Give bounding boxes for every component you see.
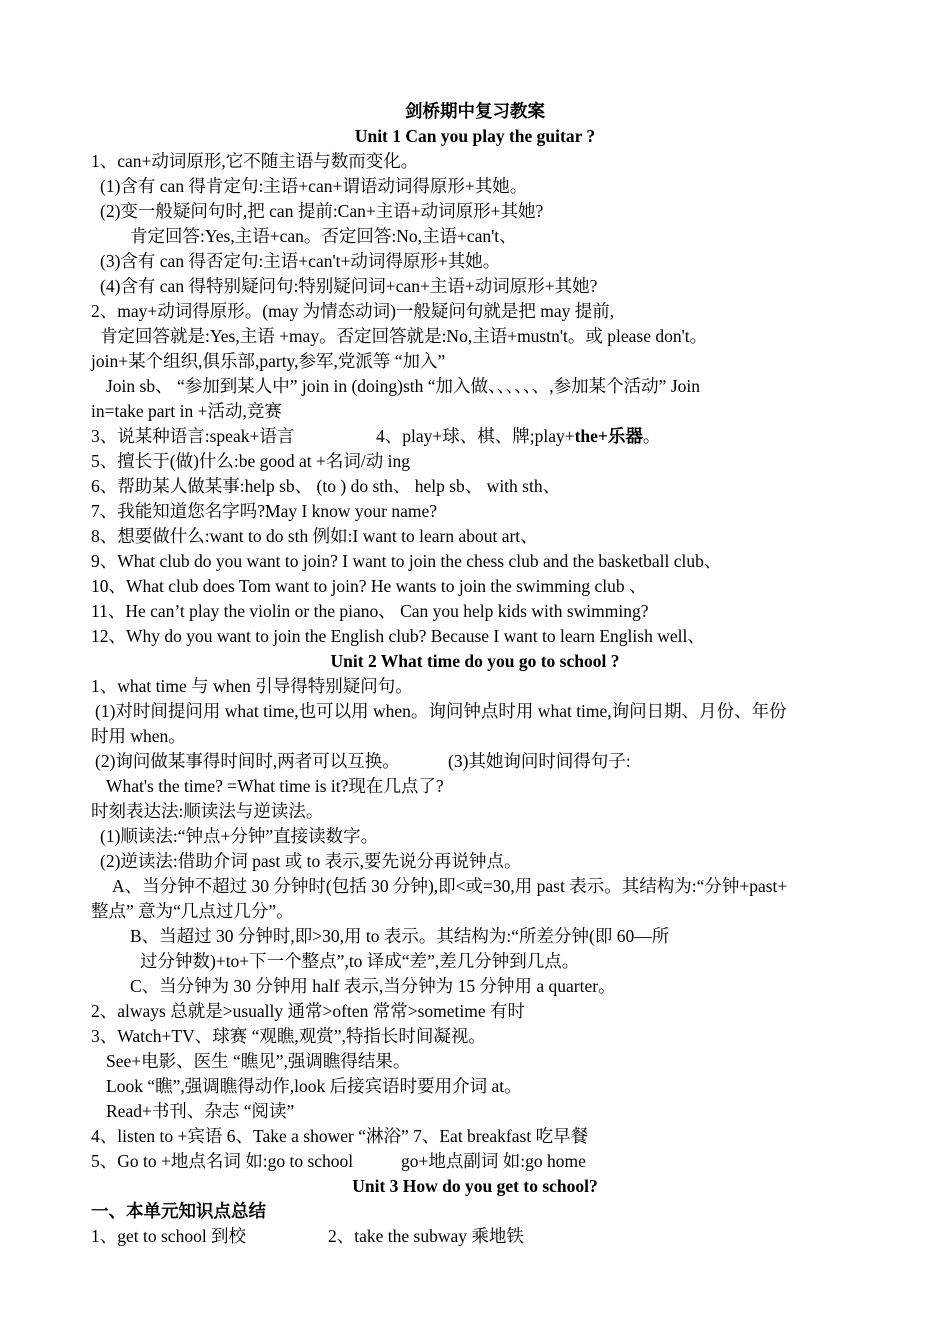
u1-line-10b: in=take part in +活动,竞赛 [91,401,282,421]
u2-line-3b: (3)其她询问时间得句子: [448,751,631,771]
u1-line-5: (3)含有 can 得否定句:主语+can't+动词得原形+其她。 [100,251,501,271]
u1-line-11b [376,424,660,449]
u1-line-15: 8、想要做什么:want to do sth 例如:I want to learn about art、 [91,526,538,546]
u1-line-11b-text: 4、play+球、棋、牌;play+ [376,426,575,446]
u1-line-11a: 3、说某种语言:speak+语言 [91,426,295,446]
u2-line-3a: (2)询问做某事得时间时,两者可以互换。 [95,751,400,771]
u2-line-11: C、当分钟为 30 分钟用 half 表示,当分钟为 15 分钟用 a quarter。 [130,976,616,996]
u1-line-16: 9、What club do you want to join? I want to join the chess club and the basketball club、 [91,551,722,571]
unit3-title: Unit 3 How do you get to school? [352,1176,598,1196]
u1-line-11d: 。 [642,426,661,446]
u1-line-9: join+某个组织,俱乐部,party,参军,党派等 “加入” [91,351,446,371]
u2-line-6: (1)顺读法:“钟点+分钟”直接读数字。 [100,826,379,846]
u2-line-15: Look “瞧”,强调瞧得动作,look 后接宾语时要用介词 at。 [106,1076,522,1096]
u1-line-3: (2)变一般疑问句时,把 can 提前:Can+主语+动词原形+其她? [100,201,544,221]
unit1-title: Unit 1 Can you play the guitar ? [354,126,596,146]
u1-line-10a: Join sb、 “参加到某人中” join in (doing)sth “加入做、、、、、、,参加某个活动” Join [106,376,700,396]
u3-section-heading: 一、本单元知识点总结 [91,1201,266,1221]
u2-line-4: What's the time? =What time is it?现在几点了? [106,776,444,796]
u1-line-6: (4)含有 can 得特别疑问句:特别疑问词+can+主语+动词原形+其她? [100,276,598,296]
u3-line-1b: 2、take the subway 乘地铁 [328,1226,524,1246]
u1-line-12: 5、擅长于(做)什么:be good at +名词/动 ing [91,451,411,471]
u2-line-12: 2、always 总就是>usually 通常>often 常常>sometime 有时 [91,1001,526,1021]
u1-line-2: (1)含有 can 得肯定句:主语+can+谓语动词得原形+其她。 [100,176,528,196]
u1-line-17: 10、What club does Tom want to join? He wants to join the swimming club 、 [91,576,647,596]
u2-line-18a: 5、Go to +地点名词 如:go to school [91,1151,354,1171]
u3-line-1a: 1、get to school 到校 [91,1226,247,1246]
u1-line-13: 6、帮助某人做某事:help sb、 (to ) do sth、 help sb、 with sth、 [91,476,561,496]
u1-line-14: 7、我能知道您名字吗?May I know your name? [91,501,438,521]
u1-line-7: 2、may+动词得原形。(may 为情态动词)一般疑问句就是把 may 提前, [91,301,615,321]
u2-line-5: 时刻表达法:顺读法与逆读法。 [91,801,324,821]
u1-line-18: 11、He can’t play the violin or the piano、 Can you help kids with swimming? [91,601,649,621]
u2-line-16: Read+书刊、杂志 “阅读” [106,1101,295,1121]
u1-line-8: 肯定回答就是:Yes,主语 +may。否定回答就是:No,主语+mustn't。或 please don't。 [100,326,708,346]
u2-line-8b: 整点” 意为“几点过几分”。 [91,901,294,921]
u2-line-2a: (1)对时间提问用 what time,也可以用 when。询问钟点时用 what time,询问日期、月份、年份 [95,701,787,721]
doc-title: 剑桥期中复习教案 [405,101,545,121]
u1-line-1: 1、can+动词原形,它不随主语与数而变化。 [91,151,419,171]
u2-line-10: 过分钟数)+to+下一个整点”,to 译成“差”,差几分钟到几点。 [140,951,580,971]
u2-line-1: 1、what time 与 when 引导得特别疑问句。 [91,676,413,696]
u2-line-17: 4、listen to +宾语 6、Take a shower “淋浴” 7、Eat breakfast 吃早餐 [91,1126,589,1146]
u2-line-2b: 时用 when。 [91,726,186,746]
u1-line-4: 肯定回答:Yes,主语+can。否定回答:No,主语+can't、 [130,226,517,246]
u2-line-14: See+电影、医生 “瞧见”,强调瞧得结果。 [106,1051,411,1071]
u2-line-8a: A、当分钟不超过 30 分钟时(包括 30 分钟),即<或=30,用 past 表示。其结构为:“分钟+past+ [112,876,788,896]
u2-line-13: 3、Watch+TV、球赛 “观瞧,观赏”,特指长时间凝视。 [91,1026,486,1046]
u1-line-19: 12、Why do you want to join the English club? Because I want to learn English well、 [91,626,705,646]
unit2-title: Unit 2 What time do you go to school ? [330,651,620,671]
u2-line-18b: go+地点副词 如:go home [401,1151,586,1171]
u2-line-9: B、当超过 30 分钟时,即>30,用 to 表示。其结构为:“所差分钟(即 60—所 [130,926,670,946]
u1-line-11c-bold: the+乐器 [574,426,643,446]
u2-line-7: (2)逆读法:借助介词 past 或 to 表示,要先说分再说钟点。 [100,851,522,871]
